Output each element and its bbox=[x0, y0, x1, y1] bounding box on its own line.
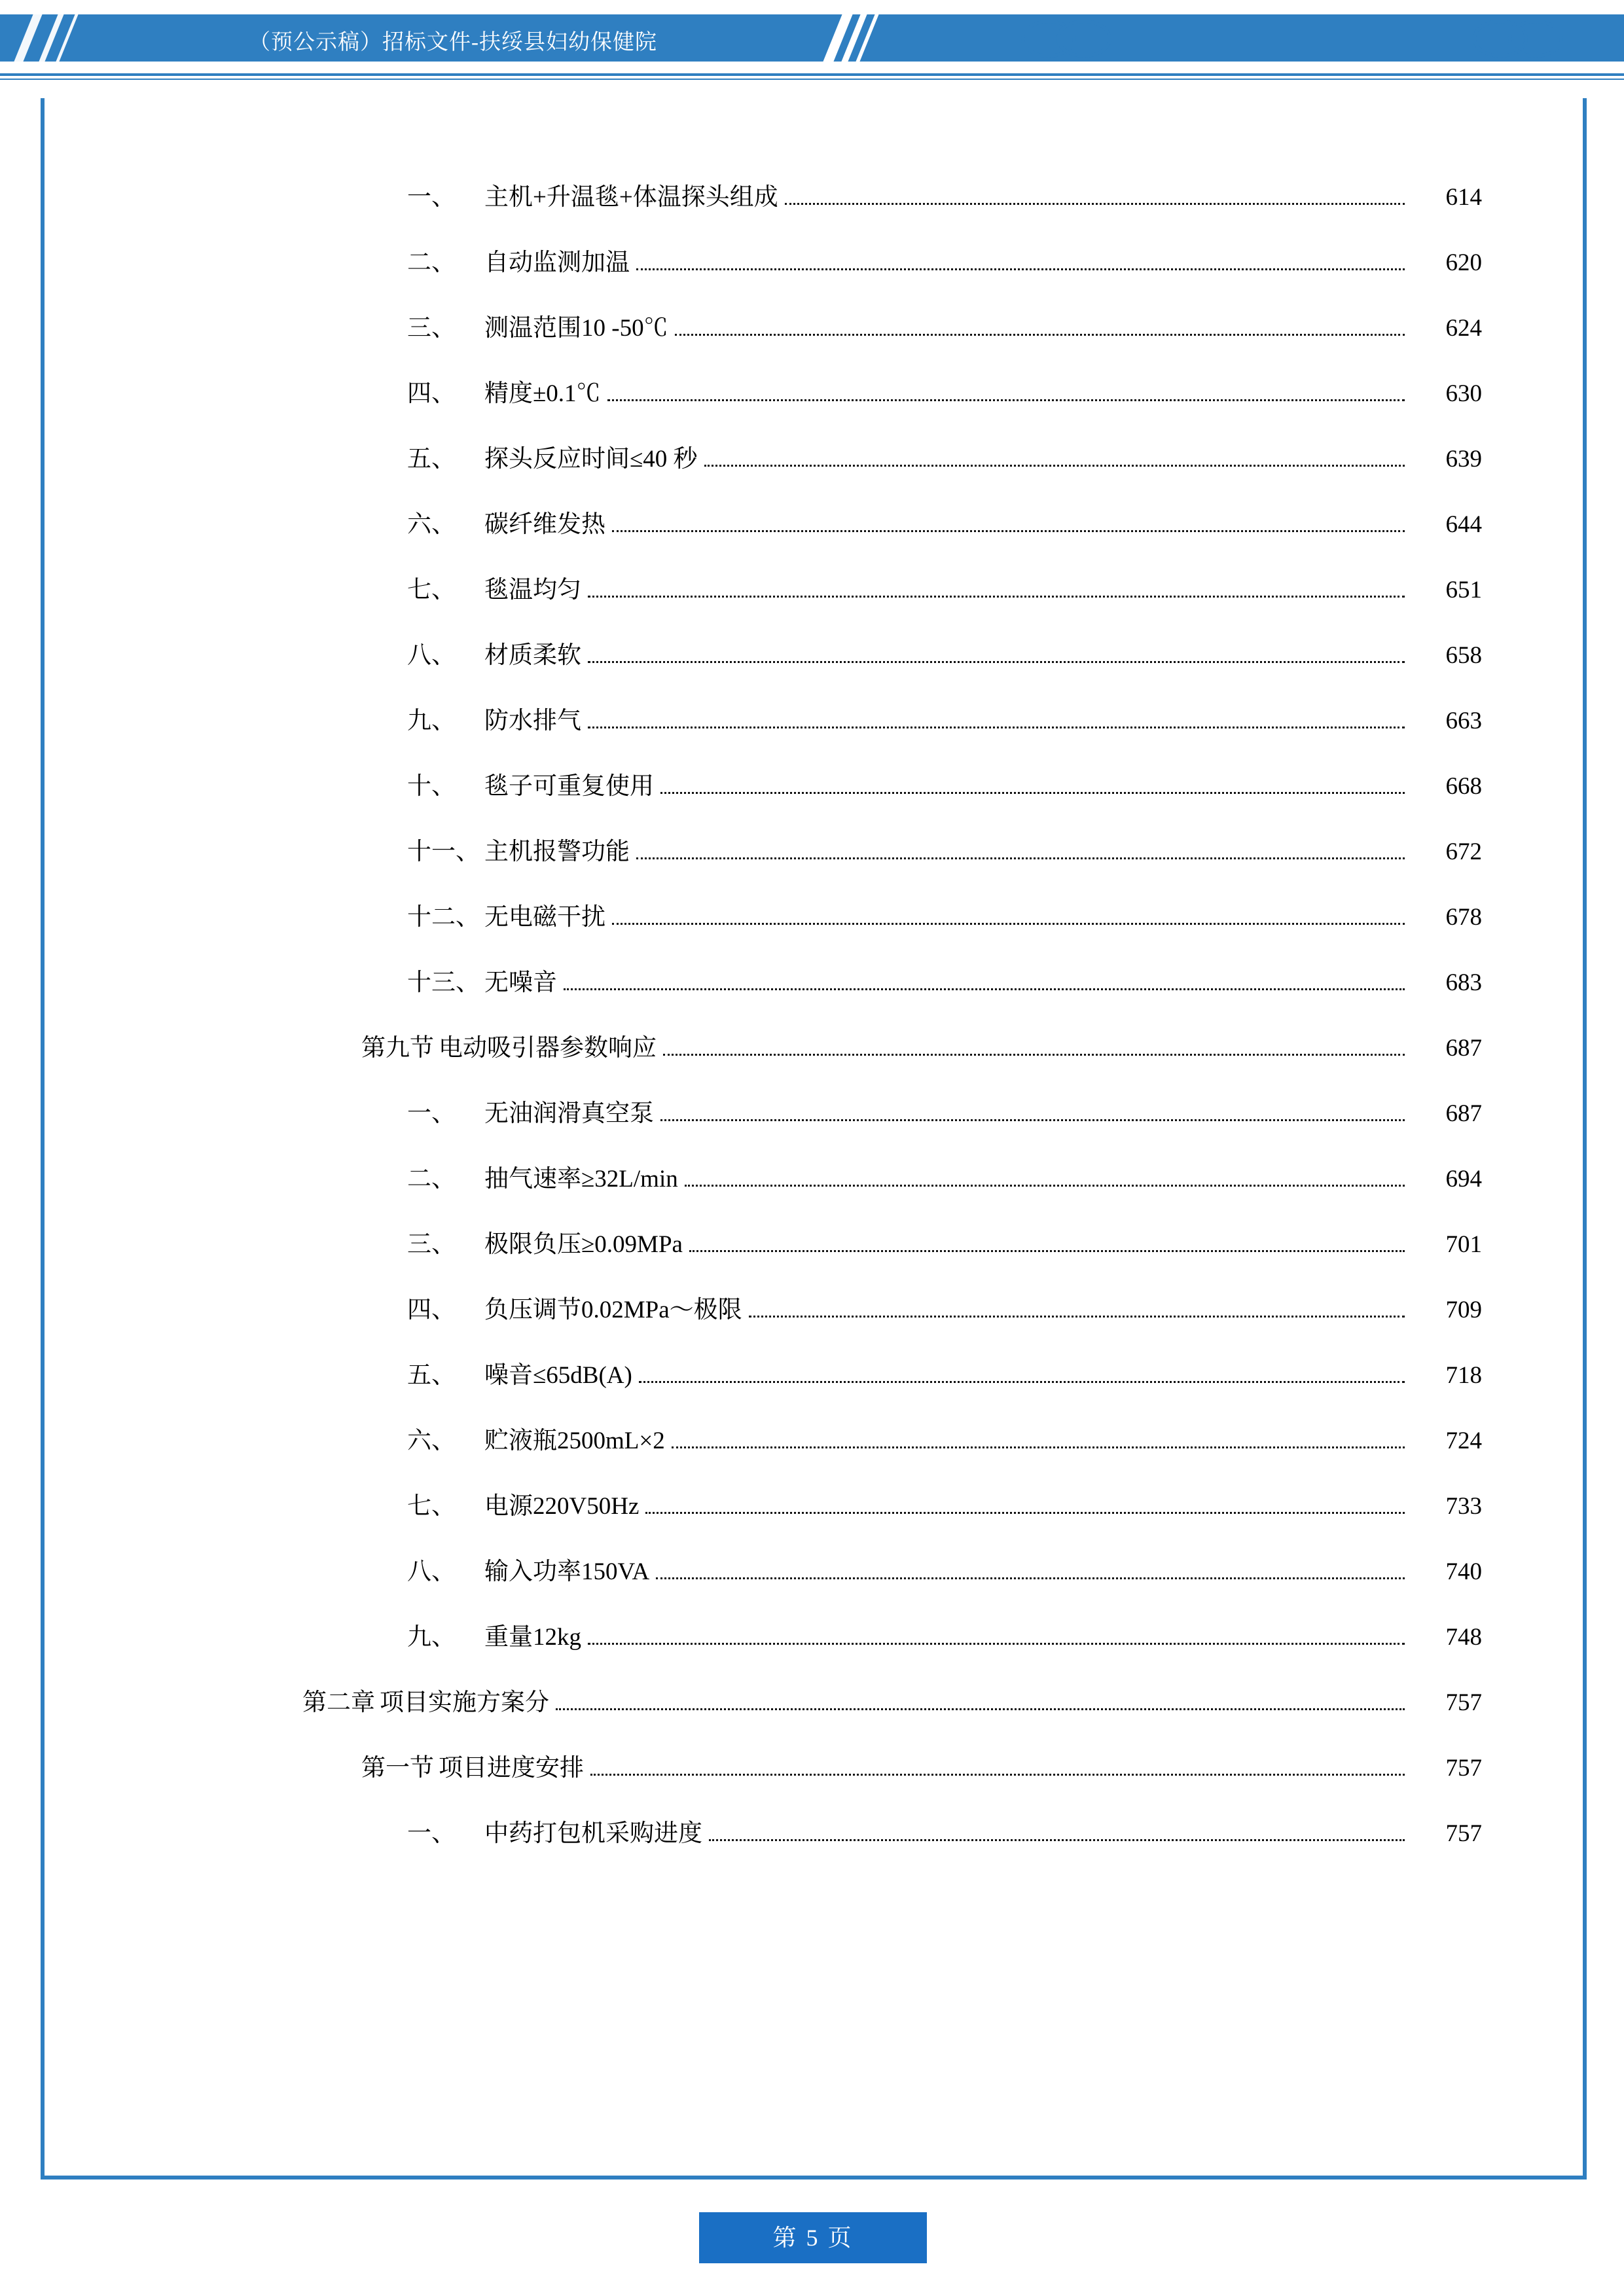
toc-leader-dots bbox=[636, 857, 1405, 859]
toc-leader-dots bbox=[660, 791, 1405, 794]
toc-entry[interactable] bbox=[41, 1486, 1587, 1551]
toc-leader-dots bbox=[564, 988, 1405, 990]
toc-entry[interactable] bbox=[41, 569, 1587, 635]
toc-entry-page-number: 630 bbox=[1445, 380, 1482, 407]
toc-entry[interactable] bbox=[41, 831, 1587, 897]
toc-entry-title: 负压调节0.02MPa～极限 bbox=[484, 1297, 742, 1323]
toc-entry-title: 噪音≤65dB(A) bbox=[484, 1362, 632, 1389]
toc-entry-title: 无噪音 bbox=[484, 969, 557, 996]
toc-entry-page-number: 644 bbox=[1445, 511, 1482, 538]
toc-entry[interactable] bbox=[41, 700, 1587, 766]
toc-leader-dots bbox=[588, 726, 1405, 728]
toc-entry-title: 主机报警功能 bbox=[484, 838, 630, 865]
toc-entry-number: 六、 bbox=[407, 1427, 456, 1454]
toc-entry-number: 三、 bbox=[407, 1231, 456, 1258]
toc-leader-dots bbox=[660, 1119, 1405, 1121]
toc-entry[interactable] bbox=[41, 1224, 1587, 1289]
toc-entry-number: 十一、 bbox=[407, 838, 480, 865]
toc-entry-number: 九、 bbox=[407, 1624, 456, 1651]
page-footer-badge bbox=[699, 2212, 927, 2263]
toc-leader-dots bbox=[749, 1315, 1405, 1318]
toc-entry-title: 碳纤维发热 bbox=[484, 511, 605, 538]
toc-entry[interactable] bbox=[41, 1617, 1587, 1682]
toc-entry-number: 三、 bbox=[407, 315, 456, 342]
toc-entry-page-number: 757 bbox=[1445, 1755, 1482, 1782]
toc-entry-number: 十、 bbox=[407, 773, 456, 800]
toc-entry-title: 电源220V50Hz bbox=[484, 1493, 640, 1520]
toc-leader-dots bbox=[588, 595, 1405, 598]
toc-entry-number: 一、 bbox=[407, 1100, 456, 1127]
toc-entry[interactable] bbox=[41, 1289, 1587, 1355]
toc-leader-dots bbox=[785, 202, 1405, 205]
toc-entry[interactable] bbox=[41, 439, 1587, 504]
toc-leader-dots bbox=[704, 464, 1405, 467]
toc-entry[interactable] bbox=[41, 1355, 1587, 1420]
toc-leader-dots bbox=[675, 333, 1405, 336]
toc-leader-dots bbox=[656, 1577, 1405, 1579]
toc-entry-title: 电动吸引器参数响应 bbox=[439, 1035, 657, 1062]
toc-entry-number: 四、 bbox=[407, 380, 456, 407]
toc-entry[interactable] bbox=[41, 1748, 1587, 1813]
toc-entry-title: 探头反应时间≤40 秒 bbox=[484, 446, 698, 473]
toc-entry-page-number: 639 bbox=[1445, 446, 1482, 473]
toc-entry[interactable] bbox=[41, 308, 1587, 373]
toc-entry-number: 二、 bbox=[407, 1166, 456, 1193]
toc-entry-page-number: 683 bbox=[1445, 969, 1482, 996]
toc-entry-page-number: 748 bbox=[1445, 1624, 1482, 1651]
toc-entry-number: 五、 bbox=[407, 1362, 456, 1389]
table-of-contents bbox=[41, 177, 1587, 1878]
toc-entry-page-number: 614 bbox=[1445, 184, 1482, 211]
rings-logo-center bbox=[1021, 20, 1132, 59]
toc-entry-page-number: 709 bbox=[1445, 1297, 1482, 1323]
page-border-bottom bbox=[41, 2176, 1587, 2179]
toc-entry[interactable] bbox=[41, 177, 1587, 242]
toc-entry-page-number: 757 bbox=[1445, 1689, 1482, 1716]
toc-leader-dots bbox=[709, 1839, 1405, 1841]
toc-entry-number: 八、 bbox=[407, 1558, 456, 1585]
toc-entry[interactable] bbox=[41, 1158, 1587, 1224]
toc-entry-page-number: 687 bbox=[1445, 1100, 1482, 1127]
toc-leader-dots bbox=[639, 1380, 1405, 1383]
toc-leader-dots bbox=[590, 1773, 1405, 1776]
toc-entry-page-number: 687 bbox=[1445, 1035, 1482, 1062]
header-title: （预公示稿）招标文件-扶绥县妇幼保健院 bbox=[249, 31, 657, 54]
toc-entry-title: 输入功率150VA bbox=[484, 1558, 650, 1585]
toc-leader-dots bbox=[607, 399, 1405, 401]
toc-entry[interactable] bbox=[41, 242, 1587, 308]
toc-leader-dots bbox=[645, 1511, 1405, 1514]
toc-entry-page-number: 718 bbox=[1445, 1362, 1482, 1389]
toc-leader-dots bbox=[588, 660, 1405, 663]
toc-entry[interactable] bbox=[41, 1682, 1587, 1748]
toc-entry-page-number: 651 bbox=[1445, 577, 1482, 603]
toc-entry-page-number: 757 bbox=[1445, 1820, 1482, 1847]
toc-entry[interactable] bbox=[41, 1028, 1587, 1093]
toc-entry[interactable] bbox=[41, 635, 1587, 700]
toc-entry-title: 主机+升温毯+体温探头组成 bbox=[484, 184, 778, 211]
toc-entry-page-number: 733 bbox=[1445, 1493, 1482, 1520]
toc-entry-number: 二、 bbox=[407, 249, 456, 276]
header-rule bbox=[0, 73, 1624, 76]
toc-leader-dots bbox=[612, 529, 1405, 532]
toc-entry-number: 十三、 bbox=[407, 969, 480, 996]
toc-entry-title: 抽气速率≥32L/min bbox=[484, 1166, 678, 1193]
toc-entry-title: 无电磁干扰 bbox=[484, 904, 605, 931]
header-rule-secondary bbox=[0, 79, 1624, 80]
toc-entry-number: 十二、 bbox=[407, 904, 480, 931]
toc-entry-number: 一、 bbox=[407, 1820, 456, 1847]
toc-entry-number: 九、 bbox=[407, 708, 456, 734]
toc-entry-page-number: 740 bbox=[1445, 1558, 1482, 1585]
toc-entry-title: 项目进度安排 bbox=[439, 1755, 584, 1782]
toc-entry-page-number: 663 bbox=[1445, 708, 1482, 734]
toc-entry[interactable] bbox=[41, 1420, 1587, 1486]
toc-entry-title: 重量12kg bbox=[484, 1624, 581, 1651]
toc-entry-title: 防水排气 bbox=[484, 708, 581, 734]
toc-entry[interactable] bbox=[41, 1551, 1587, 1617]
toc-leader-dots bbox=[556, 1708, 1405, 1710]
toc-entry-page-number: 724 bbox=[1445, 1427, 1482, 1454]
toc-entry-title: 贮液瓶2500mL×2 bbox=[484, 1427, 665, 1454]
toc-entry[interactable] bbox=[41, 897, 1587, 962]
toc-entry-page-number: 624 bbox=[1445, 315, 1482, 342]
toc-entry-title: 毯子可重复使用 bbox=[484, 773, 654, 800]
toc-leader-dots bbox=[685, 1184, 1405, 1187]
toc-entry-page-number: 678 bbox=[1445, 904, 1482, 931]
toc-entry-page-number: 620 bbox=[1445, 249, 1482, 276]
toc-entry-page-number: 672 bbox=[1445, 838, 1482, 865]
toc-entry[interactable] bbox=[41, 504, 1587, 569]
toc-leader-dots bbox=[663, 1053, 1405, 1056]
toc-entry[interactable] bbox=[41, 766, 1587, 831]
rings-logo-right bbox=[1473, 20, 1584, 59]
toc-entry-page-number: 668 bbox=[1445, 773, 1482, 800]
toc-entry[interactable] bbox=[41, 1813, 1587, 1878]
toc-leader-dots bbox=[636, 268, 1405, 270]
toc-entry-title: 精度±0.1℃ bbox=[484, 380, 601, 407]
ring-icon bbox=[1056, 20, 1111, 58]
toc-leader-dots bbox=[689, 1249, 1405, 1252]
toc-entry[interactable] bbox=[41, 373, 1587, 439]
toc-entry-title: 测温范围10 -50℃ bbox=[484, 315, 668, 342]
toc-entry-number: 六、 bbox=[407, 511, 456, 538]
toc-entry[interactable] bbox=[41, 1093, 1587, 1158]
toc-entry-number: 一、 bbox=[407, 184, 456, 211]
toc-entry-page-number: 701 bbox=[1445, 1231, 1482, 1258]
toc-leader-dots bbox=[612, 922, 1405, 925]
toc-entry-title: 中药打包机采购进度 bbox=[484, 1820, 702, 1847]
toc-entry-number: 八、 bbox=[407, 642, 456, 669]
ring-icon bbox=[1508, 20, 1563, 58]
toc-entry-title: 自动监测加温 bbox=[484, 249, 630, 276]
toc-entry-page-number: 658 bbox=[1445, 642, 1482, 669]
toc-leader-dots bbox=[588, 1642, 1405, 1645]
toc-entry-title: 毯温均匀 bbox=[484, 577, 581, 603]
toc-entry-number: 五、 bbox=[407, 446, 456, 473]
toc-entry-number: 七、 bbox=[407, 577, 456, 603]
page-header bbox=[0, 0, 1624, 85]
toc-entry-page-number: 694 bbox=[1445, 1166, 1482, 1193]
toc-entry-title: 项目实施方案分 bbox=[380, 1689, 549, 1716]
toc-entry-title: 无油润滑真空泵 bbox=[484, 1100, 654, 1127]
toc-entry-number: 第二章 bbox=[302, 1689, 375, 1716]
toc-leader-dots bbox=[672, 1446, 1405, 1448]
toc-entry-number: 第九节 bbox=[361, 1035, 434, 1062]
toc-entry-number: 第一节 bbox=[361, 1755, 434, 1782]
toc-entry-number: 四、 bbox=[407, 1297, 456, 1323]
toc-entry-number: 七、 bbox=[407, 1493, 456, 1520]
toc-entry-title: 极限负压≥0.09MPa bbox=[484, 1231, 683, 1258]
page-number-label: 第 5 页 bbox=[772, 2225, 854, 2251]
toc-entry-title: 材质柔软 bbox=[484, 642, 581, 669]
toc-entry[interactable] bbox=[41, 962, 1587, 1028]
